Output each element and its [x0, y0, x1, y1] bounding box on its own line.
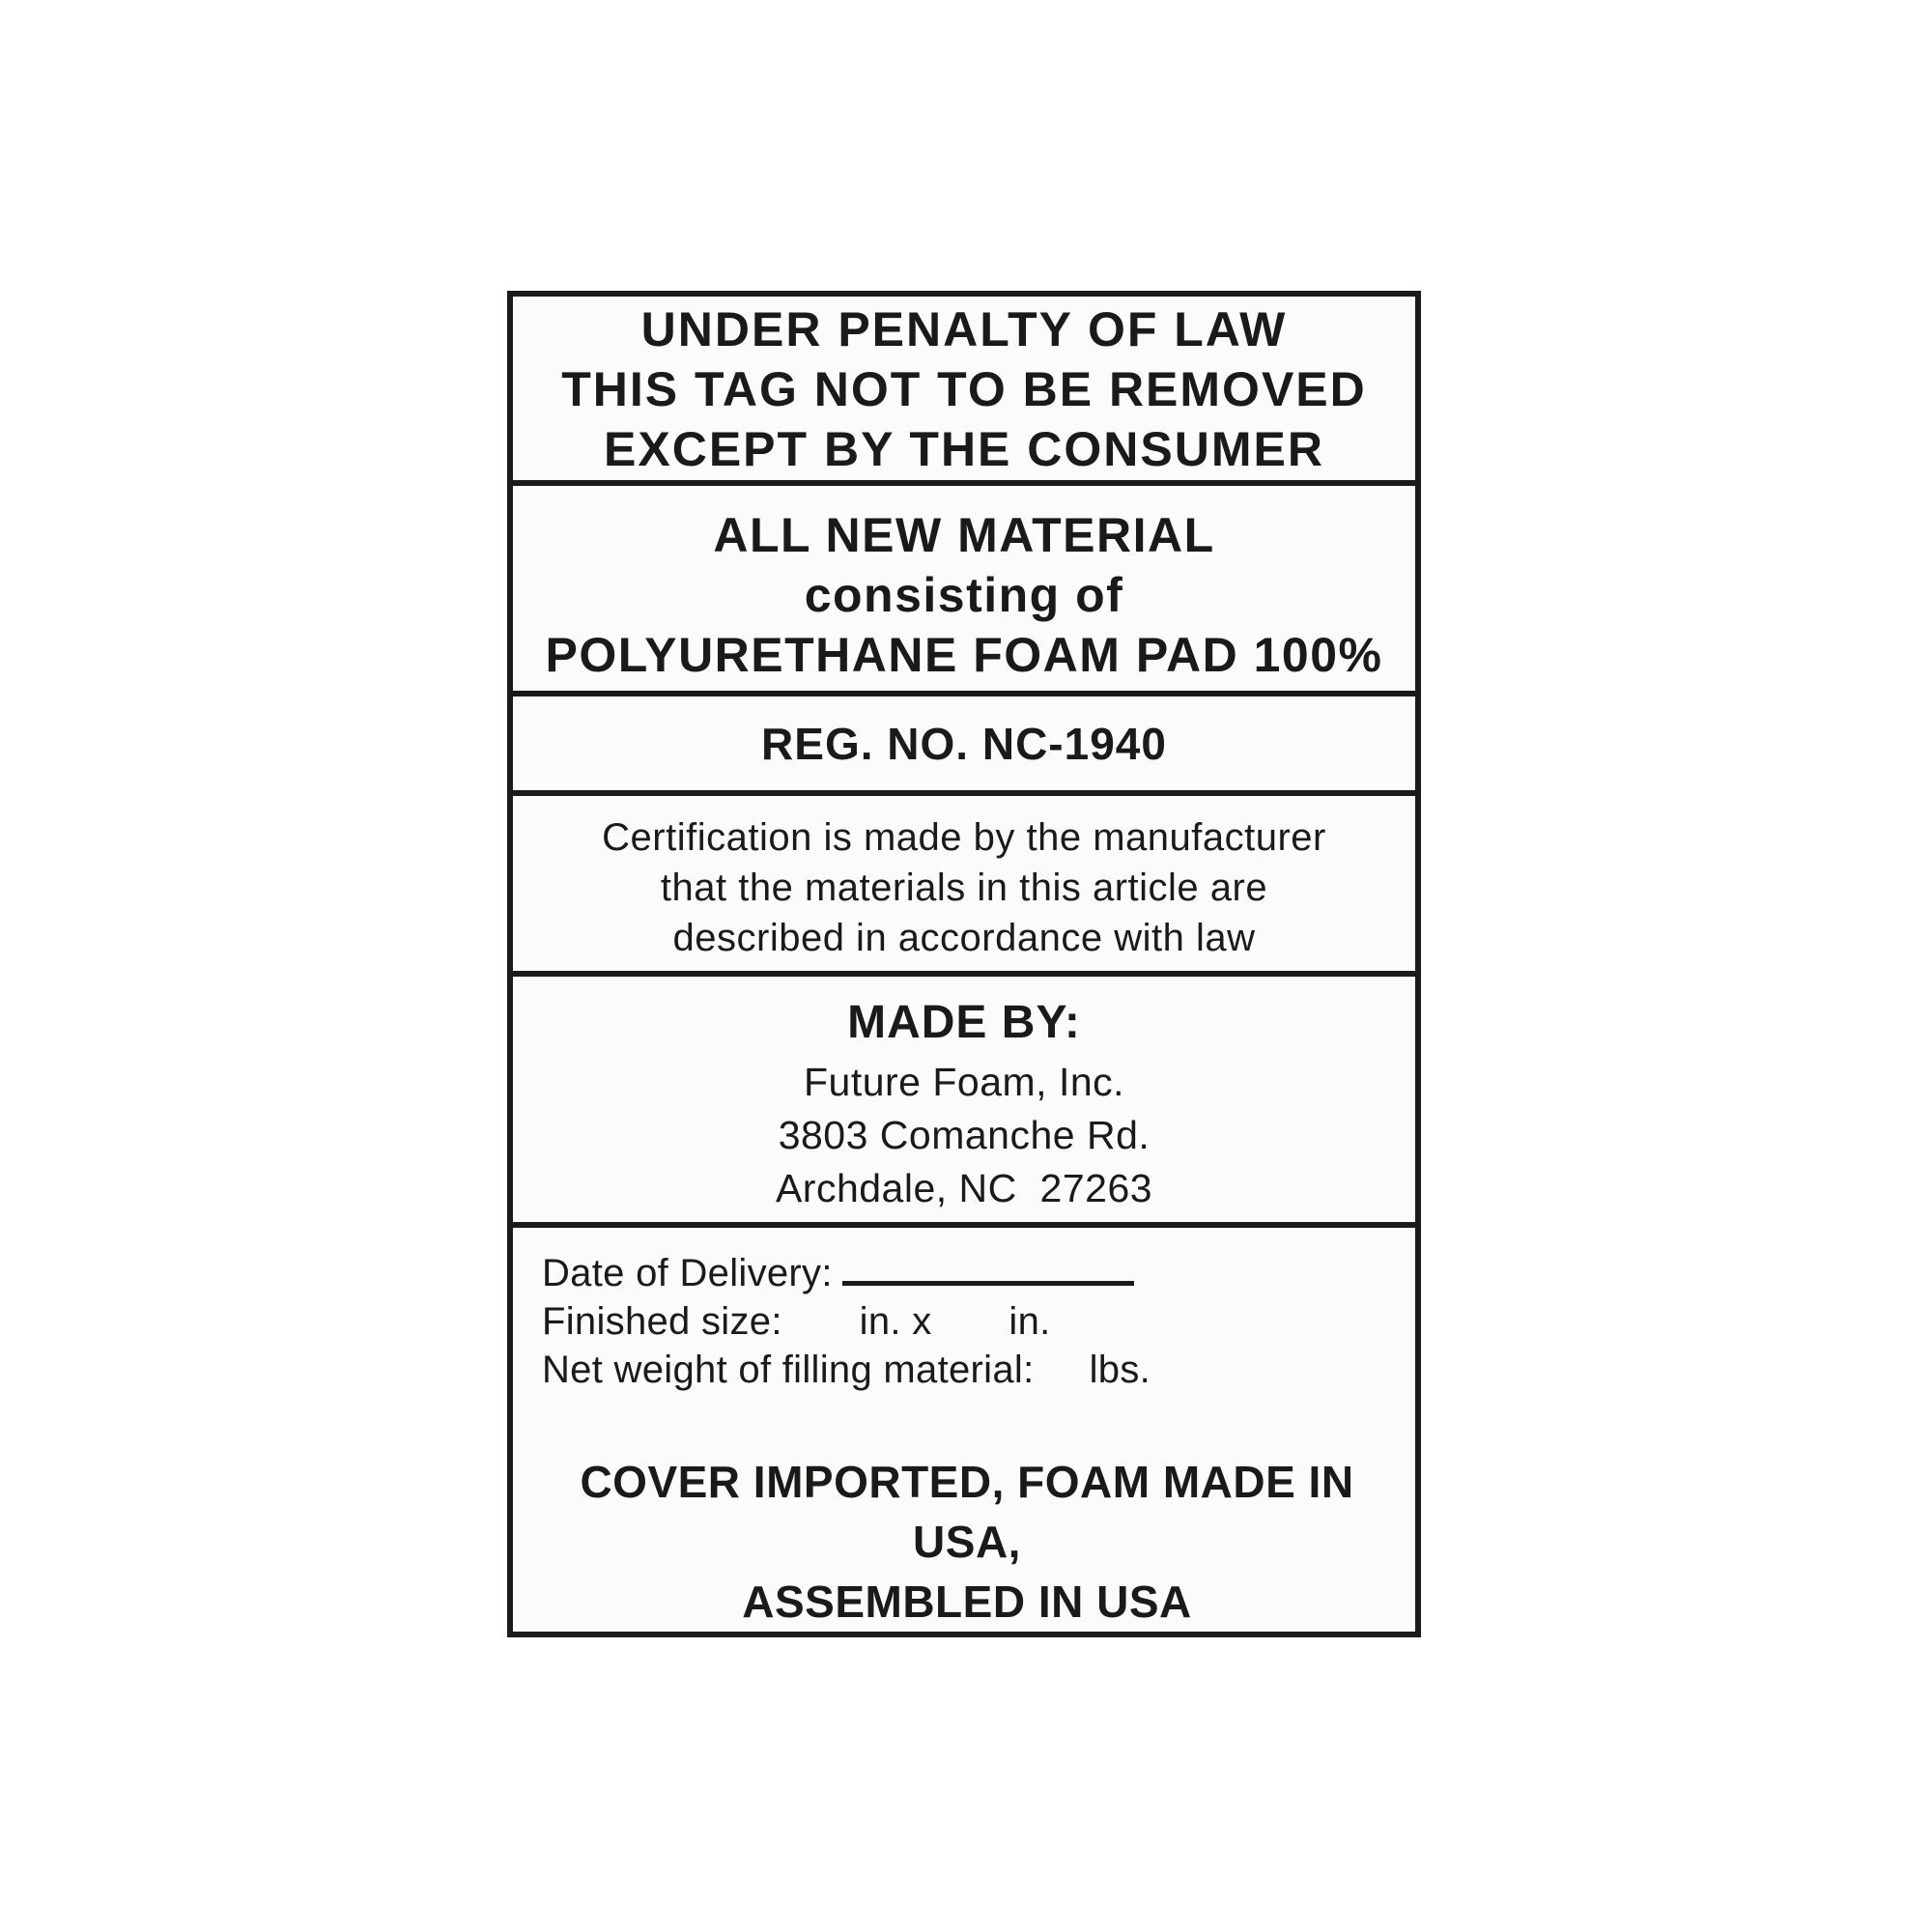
registration-section — [513, 696, 1415, 796]
net-weight-row: Net weight of filling material: lbs. — [542, 1349, 1151, 1391]
penalty-notice-section — [513, 297, 1415, 486]
certification-line-2: that the materials in this article are — [660, 867, 1268, 910]
details-section — [513, 1228, 1415, 1632]
made-by-street: 3803 Comanche Rd. — [778, 1113, 1151, 1158]
registration-number: REG. NO. NC-1940 — [761, 718, 1167, 769]
origin-statement — [542, 1452, 1392, 1632]
date-of-delivery-blank-field — [842, 1280, 1134, 1286]
made-by-company: Future Foam, Inc. — [803, 1060, 1125, 1105]
date-of-delivery-row — [542, 1249, 1392, 1297]
made-by-city-state-zip: Archdale, NC 27263 — [775, 1166, 1153, 1211]
certification-line-3: described in accordance with law — [672, 917, 1256, 960]
date-of-delivery-label: Date of Delivery: — [542, 1252, 833, 1294]
penalty-line-3: EXCEPT BY THE CONSUMER — [604, 421, 1324, 476]
finished-size-row: Finished size: in. x in. — [542, 1300, 1051, 1343]
law-tag-label — [507, 291, 1421, 1637]
certification-section — [513, 796, 1415, 976]
material-line-2: consisting of — [804, 567, 1124, 622]
penalty-line-1: UNDER PENALTY OF LAW — [640, 301, 1288, 356]
origin-line-2: ASSEMBLED IN USA — [742, 1577, 1192, 1627]
material-line-3: POLYURETHANE FOAM PAD 100% — [545, 627, 1383, 682]
certification-line-1: Certification is made by the manufacturer — [602, 816, 1326, 860]
origin-line-1: COVER IMPORTED, FOAM MADE IN USA, — [580, 1457, 1367, 1567]
material-line-1: ALL NEW MATERIAL — [713, 507, 1215, 562]
made-by-section — [513, 977, 1415, 1228]
made-by-heading: MADE BY: — [847, 997, 1081, 1049]
material-section — [513, 486, 1415, 697]
penalty-line-2: THIS TAG NOT TO BE REMOVED — [561, 361, 1367, 416]
